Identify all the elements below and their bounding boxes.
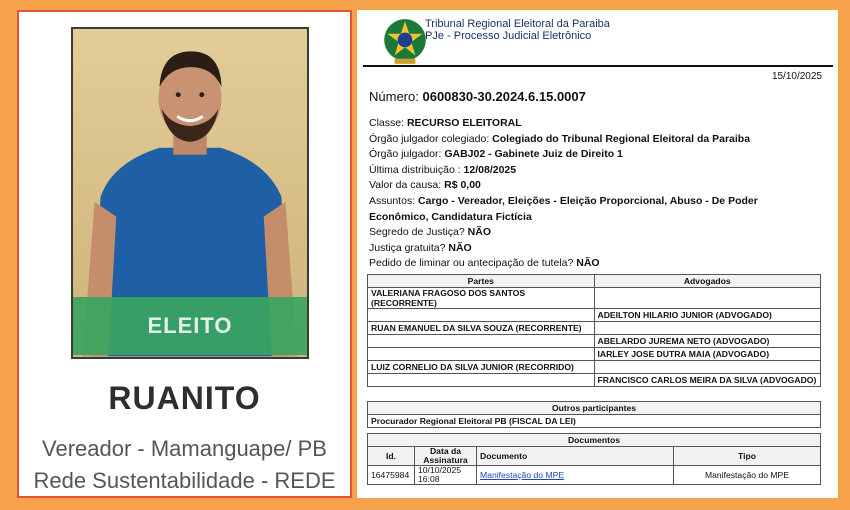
table-row: IARLEY JOSE DUTRA MAIA (ADVOGADO)	[368, 348, 821, 361]
candidate-card	[17, 10, 352, 498]
field-pedido-liminar: Pedido de liminar ou antecipação de tutela? NÃO	[369, 257, 600, 270]
elected-badge-label: ELEITO	[147, 313, 233, 338]
col-id: Id.	[368, 447, 415, 466]
court-header	[425, 18, 610, 42]
field-ultima-distribuicao: Última distribuição : 12/08/2025	[369, 163, 517, 176]
table-row: ABELARDO JUREMA NETO (ADVOGADO)	[368, 335, 821, 348]
field-assuntos: Assuntos: Cargo - Vereador, Eleições - Eleição Proporcional, Abuso - De Poder Econômico, Candidatura Fictícia	[369, 194, 758, 223]
col-document: Documento	[477, 447, 674, 466]
field-classe: Classe: RECURSO ELEITORAL	[369, 117, 522, 129]
table-row: 16475984 10/10/2025 16:08 Manifestação do MPE Manifestação do MPE	[368, 466, 821, 485]
field-justica-gratuita: Justiça gratuita? NÃO	[369, 241, 472, 254]
process-number-value: 0600830-30.2024.6.15.0007	[422, 89, 586, 104]
other-participants-header: Outros participantes	[368, 402, 821, 415]
other-participants-table	[367, 401, 821, 428]
court-name: Tribunal Regional Eleitoral da Paraiba	[425, 18, 610, 30]
candidate-name: RUANITO	[108, 380, 261, 416]
process-fields	[369, 116, 809, 272]
field-orgao-julgador: Órgão julgador: GABJ02 - Gabinete Juiz de Direito 1	[369, 148, 623, 161]
table-row: VALERIANA FRAGOSO DOS SANTOS (RECORRENTE)	[368, 288, 821, 309]
elected-badge	[73, 297, 307, 355]
table-row: RUAN EMANUEL DA SILVA SOUZA (RECORRENTE)	[368, 322, 821, 335]
process-number-label: Número:	[369, 89, 419, 104]
field-orgao-colegiado: Órgão julgador colegiado: Colegiado do Tribunal Regional Eleitoral da Paraiba	[369, 132, 751, 145]
document-link[interactable]: Manifestação do MPE	[480, 470, 565, 480]
documents-header: Documentos	[368, 434, 821, 447]
table-row: ADEILTON HILARIO JUNIOR (ADVOGADO)	[368, 309, 821, 322]
documents-table	[367, 433, 821, 485]
court-document	[357, 10, 838, 498]
col-signature-date: Data da Assinatura	[415, 447, 477, 466]
field-valor-causa: Valor da causa: R$ 0,00	[369, 179, 481, 192]
header-divider	[363, 65, 833, 67]
process-number	[369, 89, 586, 104]
parties-header: Partes	[368, 275, 595, 288]
candidate-party: Rede Sustentabilidade - REDE	[33, 468, 336, 493]
col-type: Tipo	[674, 447, 821, 466]
document-date: 15/10/2025	[771, 71, 822, 82]
table-row: Procurador Regional Eleitoral PB (FISCAL DA LEI)	[368, 415, 821, 428]
table-row: LUIZ CORNELIO DA SILVA JUNIOR (RECORRIDO)	[368, 361, 821, 374]
field-segredo-justica: Segredo de Justiça? NÃO	[369, 226, 491, 239]
system-name: PJe - Processo Judicial Eletrônico	[425, 30, 592, 42]
table-row: FRANCISCO CARLOS MEIRA DA SILVA (ADVOGADO)	[368, 374, 821, 387]
candidate-photo	[71, 27, 309, 359]
candidate-role: Vereador - Mamanguape/ PB	[42, 436, 327, 461]
parties-table	[367, 274, 821, 387]
lawyers-header: Advogados	[594, 275, 821, 288]
